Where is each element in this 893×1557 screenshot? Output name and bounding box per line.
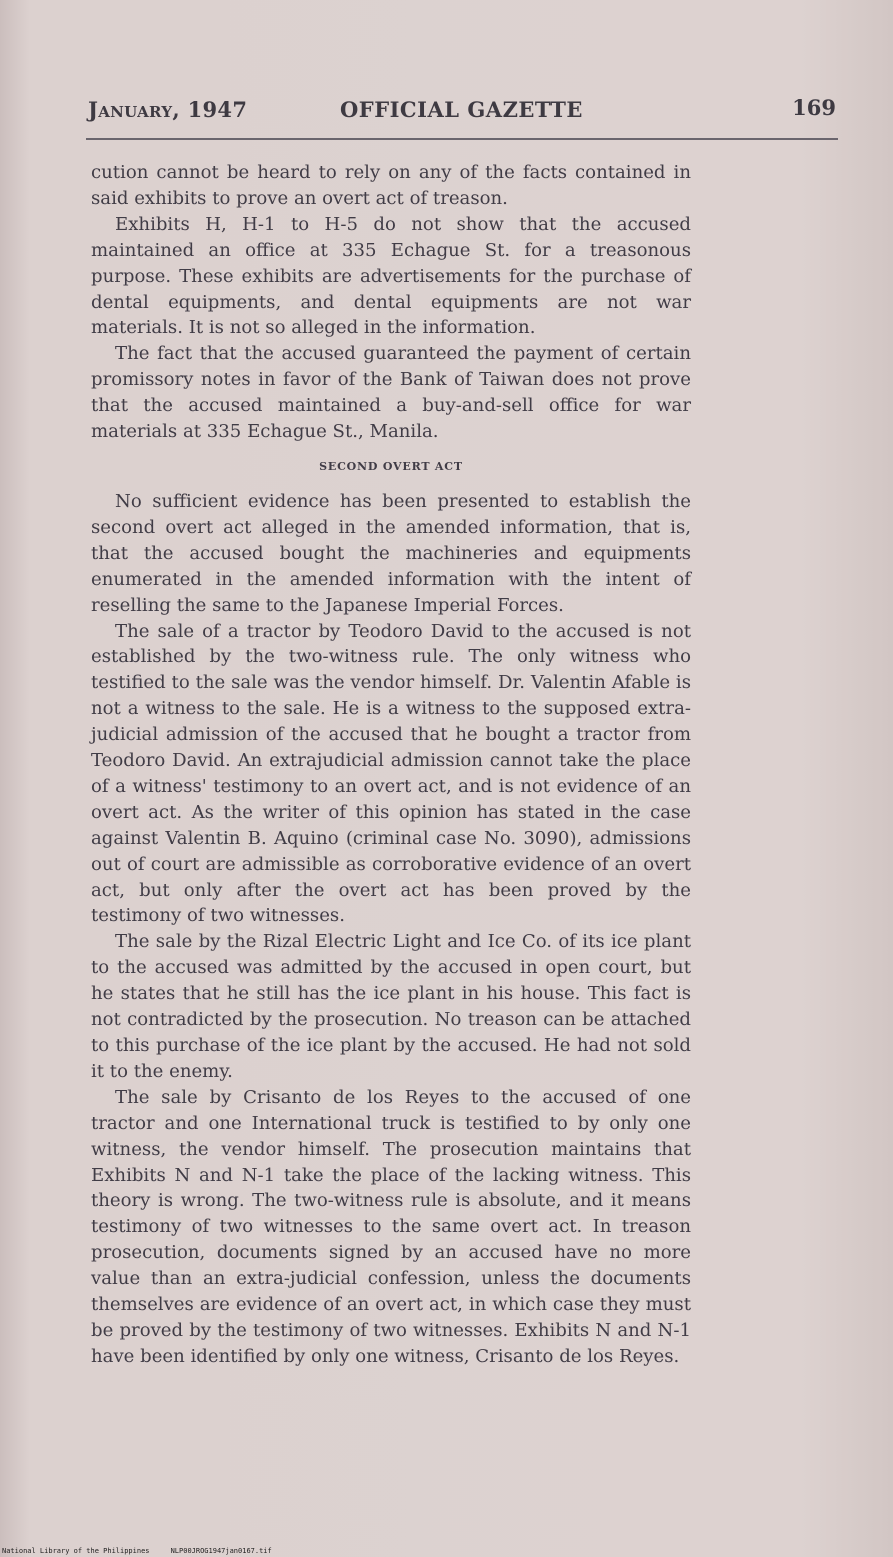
header-rule <box>86 138 838 140</box>
paragraph: Exhibits H, H-1 to H-5 do not show that the accused maintained an office at 335 Echague St. for a treasonous purpose. These exhibits are advertisements for the purchase of dental equipments, and dental equipments are not war materials. It is not so alleged in the information. <box>91 213 691 339</box>
paragraph: The sale by Crisanto de los Reyes to the accused of one tractor and one International truck is testified to by only one witness, the vendor himself. The prosecution maintains that Exhibits N and N-1 take the place of the lacking witness. This theory is wrong. The two-witness rule is absolute, and it means testimony of two witnesses to the same overt act. In treason prosecution, documents signed by an accused have no more value than an extra-judicial confession, unless the documents themselves are evidence of an overt act, in which case they must be proved by the testimony of two witnesses. Exhibits N and N-1 have been identified by only one witness, Crisanto de los Reyes. <box>91 1086 691 1367</box>
page-header <box>88 95 838 129</box>
footer-filename: NLP00JROG1947jan0167.tif <box>170 1547 272 1555</box>
paragraph: cution cannot be heard to rely on any of the facts contained in said exhibits to prove an overt act of treason. <box>91 162 691 209</box>
paragraph: No sufficient evidence has been presented to establish the second overt act alleged in the amended information, that is, that the accused bought the machineries and equipments enumerated in the amended information with the intent of reselling the same to the Japanese Imperial Forces. <box>91 490 691 616</box>
header-date: January, 1947 <box>88 97 248 122</box>
footer-source: National Library of the Philippines <box>2 1547 150 1555</box>
paragraph: The sale of a tractor by Teodoro David to the accused is not established by the two-witness rule. The only witness who testified to the sale was the vendor himself. Dr. Valentin Afable is not a witness to the sale. He is a witness to the supposed extra-judicial admission of the accused that he bought a tractor from Teodoro David. An extrajudicial admission cannot take the place of a witness' testimony to an overt act, and is not evidence of an overt act. As the writer of this opinion has stated in the case against Valentin B. Aquino (criminal case No. 3090), admissions out of court are admissible as corroborative evidence of an overt act, but only after the overt act has been proved by the testimony of two witnesses. <box>91 620 691 927</box>
scan-footer <box>2 1547 272 1555</box>
header-page-number: 169 <box>792 95 836 120</box>
article-body <box>91 160 691 1370</box>
paragraph: The sale by the Rizal Electric Light and Ice Co. of its ice plant to the accused was admitted by the accused in open court, but he states that he still has the ice plant in his house. This fact is not contradicted by the prosecution. No treason can be attached to this purchase of the ice plant by the accused. He had not sold it to the enemy. <box>91 931 691 1082</box>
paragraph: The fact that the accused guaranteed the payment of certain promissory notes in favor of the Bank of Taiwan does not prove that the accused maintained a buy-and-sell office for war materials at 335 Echague St., Manila. <box>91 343 691 443</box>
section-heading: SECOND OVERT ACT <box>319 459 463 473</box>
header-publication: OFFICIAL GAZETTE <box>340 97 583 122</box>
